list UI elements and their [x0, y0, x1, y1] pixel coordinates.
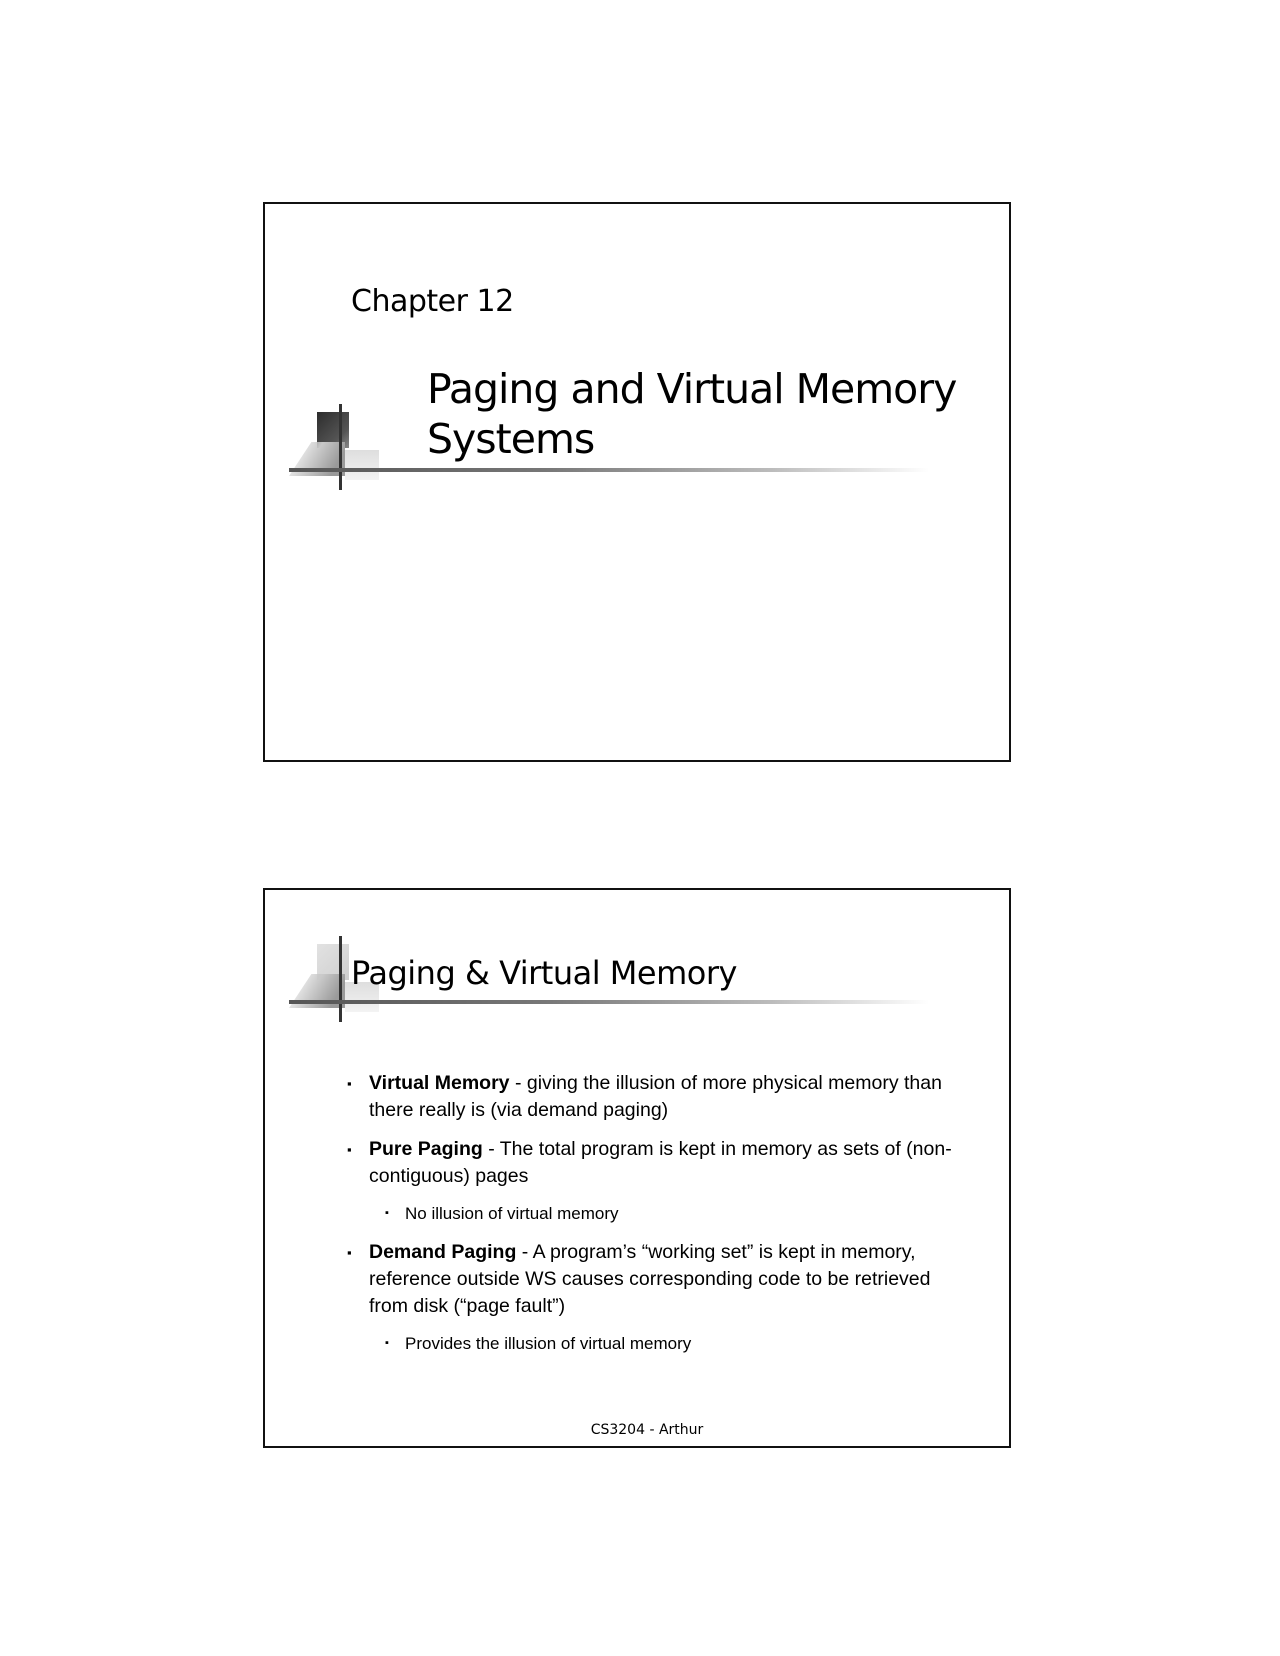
sub-bullet-icon: ▪: [385, 1207, 389, 1219]
decor-fade-square: [345, 450, 379, 480]
sub-bullet-text: Provides the illusion of virtual memory: [405, 1334, 692, 1353]
chapter-label: Chapter 12: [351, 284, 514, 319]
sub-bullet-text: No illusion of virtual memory: [405, 1204, 619, 1223]
bullet-item: [345, 1136, 965, 1190]
decor-horizontal-line: [289, 468, 929, 472]
slide-title: Paging & Virtual Memory: [351, 954, 737, 992]
sub-bullet-item: [345, 1200, 965, 1227]
slide-footer: CS3204 - Arthur: [590, 1422, 704, 1438]
bullet-text: - The total program is kept in memory as sets of (non-contiguous) pages: [369, 1138, 952, 1187]
bullet-text: - A program’s “working set” is kept in memory, reference outside WS causes corresponding code to be retrieved from disk (“page fault”): [369, 1241, 931, 1317]
slide-title-line1: Paging and Virtual Memory: [427, 365, 957, 413]
bullet-item: [345, 1239, 965, 1320]
sub-bullet-icon: ▪: [385, 1337, 389, 1349]
slide-chapter-title: [263, 202, 1011, 762]
decor-vertical-line: [339, 936, 342, 1022]
bullet-term: Virtual Memory: [369, 1072, 510, 1094]
bullet-term: Pure Paging: [369, 1138, 483, 1160]
slide-title-line2: Systems: [427, 415, 595, 463]
slide-paging-virtual-memory: [263, 888, 1011, 1448]
bullet-icon: ▪: [347, 1076, 352, 1091]
bullet-item: [345, 1070, 965, 1124]
bullet-term: Demand Paging: [369, 1241, 517, 1263]
sub-bullet-item: [345, 1330, 965, 1357]
bullet-icon: ▪: [347, 1245, 352, 1260]
slide-title: [427, 364, 987, 464]
bullet-list: [345, 1070, 965, 1369]
bullet-text: - giving the illusion of more physical memory than there really is (via demand paging): [369, 1072, 942, 1121]
bullet-icon: ▪: [347, 1142, 352, 1157]
decor-vertical-line: [339, 404, 342, 490]
decor-horizontal-line: [289, 1000, 929, 1004]
